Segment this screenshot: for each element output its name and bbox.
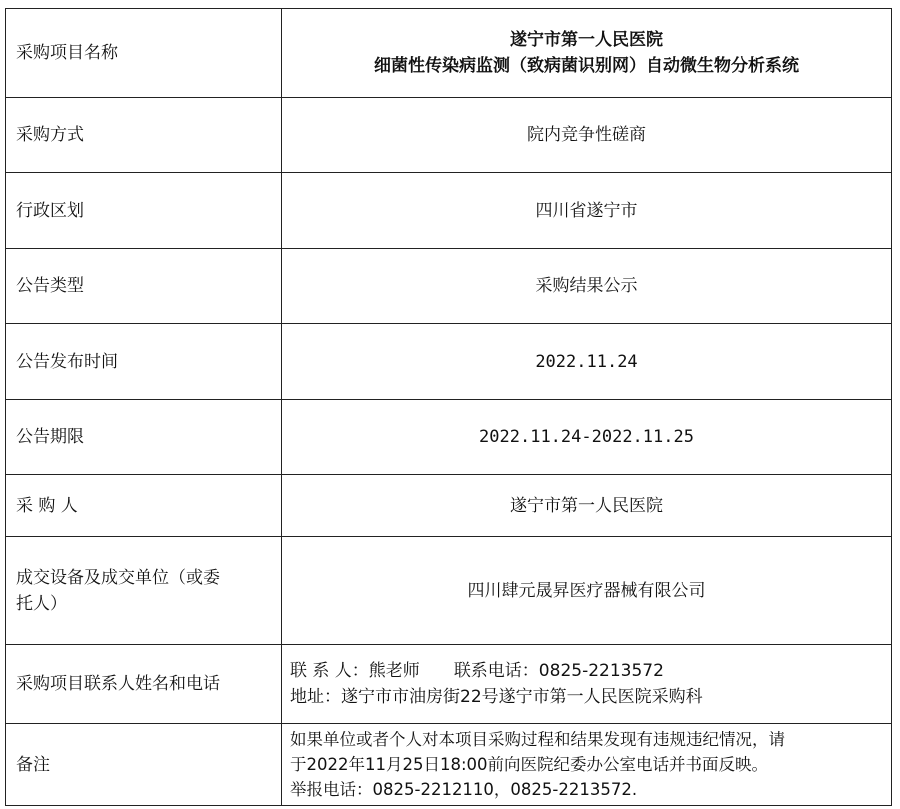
remark-line2: 于2022年11月25日18:00前向医院纪委办公室电话并书面反映。 <box>290 755 769 774</box>
winner-label-line2: 托人） <box>16 593 67 614</box>
method-label: 采购方式 <box>6 98 282 173</box>
region-value: 四川省遂宁市 <box>282 173 892 249</box>
row-winner <box>6 537 892 645</box>
row-purchaser <box>6 475 892 537</box>
method-value: 院内竞争性磋商 <box>282 98 892 173</box>
period-value: 2022.11.24-2022.11.25 <box>282 400 892 475</box>
contact-address: 地址：遂宁市市油房街22号遂宁市第一人民医院采购科 <box>290 687 703 707</box>
project-name-value <box>282 9 892 98</box>
winner-label-line1: 成交设备及成交单位（或委 <box>16 567 220 588</box>
row-method <box>6 98 892 173</box>
notice-type-value: 采购结果公示 <box>282 249 892 324</box>
remark-label: 备注 <box>6 724 282 806</box>
row-project-name <box>6 9 892 98</box>
contact-value <box>282 645 892 724</box>
row-region <box>6 173 892 249</box>
contact-label: 采购项目联系人姓名和电话 <box>6 645 282 724</box>
row-notice-type <box>6 249 892 324</box>
publish-time-label: 公告发布时间 <box>6 324 282 400</box>
procurement-notice-table <box>5 8 892 806</box>
purchaser-value: 遂宁市第一人民医院 <box>282 475 892 537</box>
winner-value: 四川肆元晟昇医疗器械有限公司 <box>282 537 892 645</box>
row-contact <box>6 645 892 724</box>
notice-type-label: 公告类型 <box>6 249 282 324</box>
project-name-label: 采购项目名称 <box>6 9 282 98</box>
remark-line1: 如果单位或者个人对本项目采购过程和结果发现有违规违纪情况，请 <box>290 730 785 749</box>
row-publish-time <box>6 324 892 400</box>
contact-person: 联 系 人：熊老师 <box>290 661 420 681</box>
project-name-line1: 遂宁市第一人民医院 <box>510 30 663 50</box>
contact-person-phone-line <box>290 658 891 684</box>
period-label: 公告期限 <box>6 400 282 475</box>
remark-line3: 举报电话：0825-2212110，0825-2213572. <box>290 780 638 799</box>
row-period <box>6 400 892 475</box>
region-label: 行政区划 <box>6 173 282 249</box>
publish-time-value: 2022.11.24 <box>282 324 892 400</box>
remark-value <box>282 724 892 806</box>
contact-phone: 联系电话：0825-2213572 <box>453 661 664 681</box>
project-name-line2: 细菌性传染病监测（致病菌识别网）自动微生物分析系统 <box>374 56 799 76</box>
winner-label <box>6 537 282 645</box>
purchaser-label: 采 购 人 <box>6 475 282 537</box>
row-remark <box>6 724 892 806</box>
